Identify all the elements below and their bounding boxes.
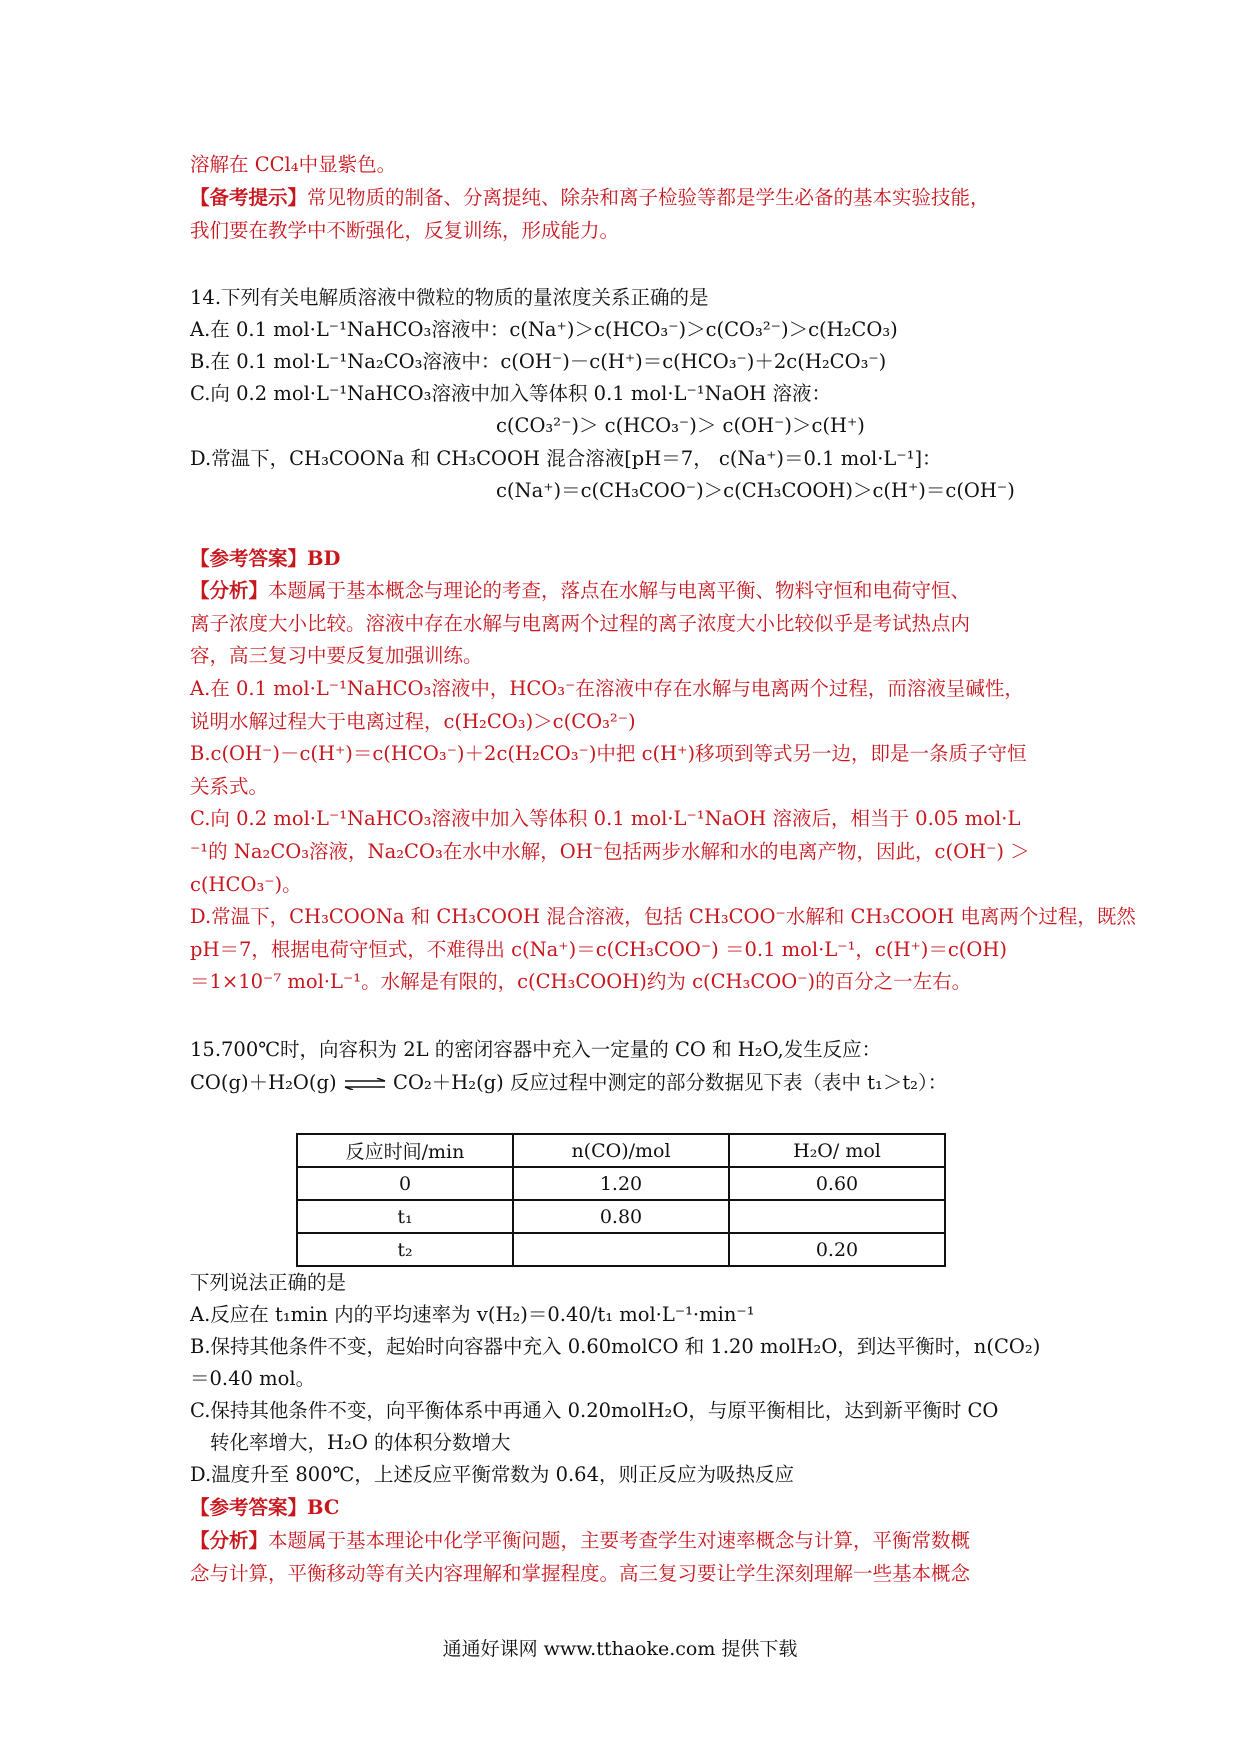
q14-explain-d-1: D.常温下，CH₃COONa 和 CH₃COOH 混合溶液，包括 CH₃COO⁻水解和 CH₃COOH 电离两个过程，既然 [190,905,1136,928]
q15-prompt: 下列说法正确的是 [190,1271,347,1294]
equilibrium-arrow-icon [343,1078,387,1090]
q15-option-a: A.反应在 t₁min 内的平均速率为 v(H₂)＝0.40/t₁ mol·L⁻¹·min⁻¹ [190,1303,755,1326]
q15-reactants: CO(g)＋H₂O(g) [190,1071,337,1094]
q14-analysis-1 [190,578,970,604]
q14-explain-a-2: 说明水解过程大于电离过程，c(H₂CO₃)＞c(CO₃²⁻) [190,710,636,733]
page-footer: 通通好课网 www.tthaoke.com 提供下载 [442,1638,798,1660]
q14-analysis-2: 离子浓度大小比较。溶液中存在水解与电离两个过程的离子浓度大小比较似乎是考试热点内 [190,612,971,635]
table-cell: 0.80 [513,1200,729,1233]
q14-explain-c-1: C.向 0.2 mol·L⁻¹NaHCO₃溶液中加入等体积 0.1 mol·L⁻¹NaOH 溶液后，相当于 0.05 mol·L [190,807,1021,830]
q14-option-c-1: C.向 0.2 mol·L⁻¹NaHCO₃溶液中加入等体积 0.1 mol·L⁻¹NaOH 溶液： [190,382,831,405]
q14-option-c-2: c(CO₃²⁻)＞ c(HCO₃⁻)＞ c(OH⁻)＞c(H⁺) [496,414,865,437]
q15-answer-value: BC [307,1496,340,1519]
table-header: H₂O/ mol [729,1134,945,1167]
q14-analysis-text-1: 本题属于基本概念与理论的考查，落点在水解与电离平衡、物料守恒和电荷守恒、 [268,579,971,602]
table-cell: t₁ [297,1200,513,1233]
intro-line: 溶解在 CCl₄中显紫色。 [190,153,397,176]
q15-option-c-2: 转化率增大，H₂O 的体积分数增大 [210,1431,511,1454]
q15-answer [190,1495,339,1521]
tip-line-1 [190,185,990,211]
q15-analysis-2: 念与计算，平衡移动等有关内容理解和掌握程度。高三复习要让学生深刻理解一些基本概念 [190,1562,971,1585]
q15-stem-2 [190,1070,947,1096]
q14-explain-c-2: ⁻¹的 Na₂CO₃溶液，Na₂CO₃在水中水解，OH⁻包括两步水解和水的电离产物，因此，c(OH⁻) ＞ [190,840,1030,863]
q14-explain-d-2: pH＝7，根据电荷守恒式，不难得出 c(Na⁺)＝c(CH₃COO⁻) ＝0.1 mol·L⁻¹，c(H⁺)＝c(OH) [190,938,1007,961]
q14-answer-label: 【参考答案】 [190,547,308,570]
q14-analysis-3: 容，高三复习中要反复加强训练。 [190,644,483,667]
table-row [297,1233,945,1266]
q15-answer-label: 【参考答案】 [190,1496,308,1519]
q14-explain-b-2: 关系式。 [190,775,269,798]
q14-option-a: A.在 0.1 mol·L⁻¹NaHCO₃溶液中：c(Na⁺)＞c(HCO₃⁻)＞c(CO₃²⁻)＞c(H₂CO₃) [190,318,898,341]
tip-label: 【备考提示】 [190,186,308,209]
q15-analysis-label: 【分析】 [190,1529,269,1552]
table-row [297,1200,945,1233]
q15-option-b-1: B.保持其他条件不变，起始时向容器中充入 0.60molCO 和 1.20 molH₂O，到达平衡时，n(CO₂) [190,1335,1041,1358]
table-row [297,1167,945,1200]
q14-stem: 14.下列有关电解质溶液中微粒的物质的量浓度关系正确的是 [190,286,709,309]
table-cell: 0 [297,1167,513,1200]
q15-option-d: D.温度升至 800℃，上述反应平衡常数为 0.64，则正反应为吸热反应 [190,1463,794,1486]
tip-line-2: 我们要在教学中不断强化，反复训练，形成能力。 [190,219,620,242]
q14-answer-value: BD [307,547,341,570]
q14-explain-b-1: B.c(OH⁻)－c(H⁺)＝c(HCO₃⁻)＋2c(H₂CO₃⁻)中把 c(H⁺)移项到等式另一边，即是一条质子守恒 [190,742,1027,765]
q15-option-c-1: C.保持其他条件不变，向平衡体系中再通入 0.20molH₂O，与原平衡相比，达到新平衡时 CO [190,1399,999,1422]
q15-analysis-text-1: 本题属于基本理论中化学平衡问题，主要考查学生对速率概念与计算，平衡常数概 [268,1529,971,1552]
q15-option-b-2: ＝0.40 mol。 [190,1367,316,1390]
reaction-data-table [296,1133,946,1267]
table-header: 反应时间/min [297,1134,513,1167]
q14-answer [190,546,340,572]
q14-option-b: B.在 0.1 mol·L⁻¹Na₂CO₃溶液中：c(OH⁻)－c(H⁺)＝c(HCO₃⁻)＋2c(H₂CO₃⁻) [190,350,887,373]
table-cell: 0.60 [729,1167,945,1200]
q14-option-d-1: D.常温下，CH₃COONa 和 CH₃COOH 混合溶液[pH＝7， c(Na⁺)＝0.1 mol·L⁻¹]： [190,447,942,470]
q15-products: CO₂＋H₂(g) 反应过程中测定的部分数据见下表（表中 t₁＞t₂）： [393,1071,948,1094]
q14-explain-d-3: ＝1×10⁻⁷ mol·L⁻¹。水解是有限的，c(CH₃COOH)约为 c(CH₃COO⁻)的百分之一左右。 [190,970,972,993]
q15-stem-1: 15.700℃时，向容积为 2L 的密闭容器中充入一定量的 CO 和 H₂O,发生反应： [190,1038,882,1061]
table-cell [513,1233,729,1266]
q14-explain-c-3: c(HCO₃⁻)。 [190,873,302,896]
table-cell: 0.20 [729,1233,945,1266]
q14-option-d-2: c(Na⁺)＝c(CH₃COO⁻)＞c(CH₃COOH)＞c(H⁺)＝c(OH⁻) [496,479,1015,502]
tip-text-1: 常见物质的制备、分离提纯、除杂和离子检验等都是学生必备的基本实验技能， [307,186,990,209]
table-cell [729,1200,945,1233]
table-header-row [297,1134,945,1167]
table-header: n(CO)/mol [513,1134,729,1167]
table-cell: 1.20 [513,1167,729,1200]
q14-explain-a-1: A.在 0.1 mol·L⁻¹NaHCO₃溶液中，HCO₃⁻在溶液中存在水解与电离两个过程，而溶液呈碱性， [190,677,1024,700]
q15-analysis-1 [190,1528,970,1554]
table-cell: t₂ [297,1233,513,1266]
q14-analysis-label: 【分析】 [190,579,269,602]
